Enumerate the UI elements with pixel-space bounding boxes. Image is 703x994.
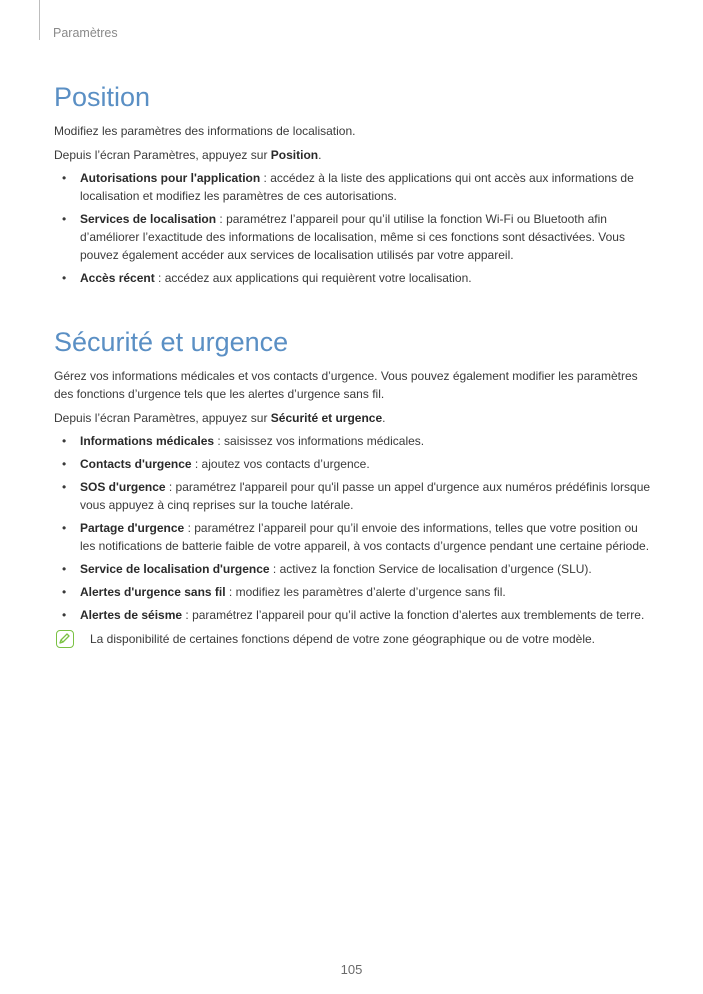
item-term: SOS d'urgence bbox=[80, 480, 166, 494]
position-section bbox=[54, 80, 654, 287]
position-title: Position bbox=[54, 82, 151, 112]
bullet-dot: • bbox=[62, 480, 67, 494]
item-desc: : accédez aux applications qui requièrent votre localisation. bbox=[154, 271, 472, 285]
item-desc: : accédez à la liste des applications qui ont accès aux informations de localisation et modifiez les paramètres de ces autorisations. bbox=[80, 171, 634, 203]
bullet-dot: • bbox=[62, 521, 67, 535]
safety-section bbox=[54, 325, 654, 648]
safety-title: Sécurité et urgence bbox=[54, 327, 289, 357]
note-pencil-icon bbox=[56, 630, 74, 648]
item-term: Alertes de séisme bbox=[80, 608, 183, 622]
bullet-dot: • bbox=[62, 608, 67, 622]
list-item bbox=[54, 269, 654, 287]
safety-intro: Gérez vos informations médicales et vos contacts d’urgence. Vous pouvez également modifier les paramètres des fonctions d’urgence tels que les alertes d’urgence sans fil. bbox=[54, 369, 638, 401]
item-term: Services de localisation bbox=[80, 212, 217, 226]
bullet-dot: • bbox=[62, 585, 67, 599]
list-item bbox=[54, 606, 654, 624]
list-item bbox=[54, 210, 654, 264]
item-term: Informations médicales bbox=[80, 434, 215, 448]
item-term: Accès récent bbox=[80, 271, 155, 285]
list-item bbox=[54, 560, 654, 578]
bullet-dot: • bbox=[62, 457, 67, 471]
list-item bbox=[54, 432, 654, 450]
safety-path-prefix: Depuis l’écran Paramètres, appuyez sur bbox=[54, 411, 271, 425]
running-header: Paramètres bbox=[53, 26, 118, 40]
item-desc: : modifiez les paramètres d’alerte d’urgence sans fil. bbox=[225, 585, 506, 599]
item-term: Autorisations pour l'application bbox=[80, 171, 261, 185]
note-text: La disponibilité de certaines fonctions dépend de votre zone géographique ou de votre modèle. bbox=[90, 632, 596, 646]
bullet-dot: • bbox=[62, 271, 67, 285]
bullet-dot: • bbox=[62, 434, 67, 448]
list-item bbox=[54, 478, 654, 514]
header-rule bbox=[39, 0, 40, 40]
safety-path-suffix: . bbox=[382, 411, 386, 425]
bullet-dot: • bbox=[62, 562, 67, 576]
list-item bbox=[54, 583, 654, 601]
item-desc: : paramétrez l’appareil pour qu’il active la fonction d’alertes aux tremblements de terre. bbox=[182, 608, 645, 622]
item-desc: : paramétrez l'appareil pour qu'il passe un appel d'urgence aux numéros prédéfinis lorsque vous appuyez à cinq reprises sur la touche latérale. bbox=[80, 480, 651, 512]
list-item bbox=[54, 455, 654, 473]
bullet-dot: • bbox=[62, 212, 67, 226]
item-desc: : activez la fonction Service de localisation d’urgence (SLU). bbox=[269, 562, 592, 576]
safety-list bbox=[54, 432, 654, 624]
item-desc: : ajoutez vos contacts d’urgence. bbox=[191, 457, 370, 471]
bullet-dot: • bbox=[62, 171, 67, 185]
position-path-target: Position bbox=[270, 148, 319, 162]
safety-path-target: Sécurité et urgence bbox=[270, 411, 383, 425]
note-box bbox=[54, 630, 654, 648]
position-path-suffix: . bbox=[318, 148, 322, 162]
list-item bbox=[54, 169, 654, 205]
position-intro: Modifiez les paramètres des informations de localisation. bbox=[54, 124, 356, 138]
safety-path bbox=[54, 409, 654, 427]
list-item bbox=[54, 519, 654, 555]
item-term: Alertes d'urgence sans fil bbox=[80, 585, 226, 599]
item-term: Partage d'urgence bbox=[80, 521, 185, 535]
position-path bbox=[54, 146, 654, 164]
position-list bbox=[54, 169, 654, 287]
item-term: Service de localisation d'urgence bbox=[80, 562, 270, 576]
page-number: 105 bbox=[340, 962, 363, 977]
position-path-prefix: Depuis l’écran Paramètres, appuyez sur bbox=[54, 148, 271, 162]
item-desc: : saisissez vos informations médicales. bbox=[214, 434, 425, 448]
item-term: Contacts d'urgence bbox=[80, 457, 192, 471]
page-content bbox=[54, 80, 654, 648]
item-desc: : paramétrez l’appareil pour qu’il utilise la fonction Wi-Fi ou Bluetooth afin d’améliorer l’exactitude des informations de localisation, même si ces fonctions sont désactivées. Vous pouvez également accéder aux services de localisation utilisés par votre appareil. bbox=[80, 212, 625, 262]
item-desc: : paramétrez l’appareil pour qu’il envoie des informations, telles que votre position ou les notifications de batterie faible de votre appareil, à vos contacts d’urgence pendant une certaine période. bbox=[80, 521, 650, 553]
